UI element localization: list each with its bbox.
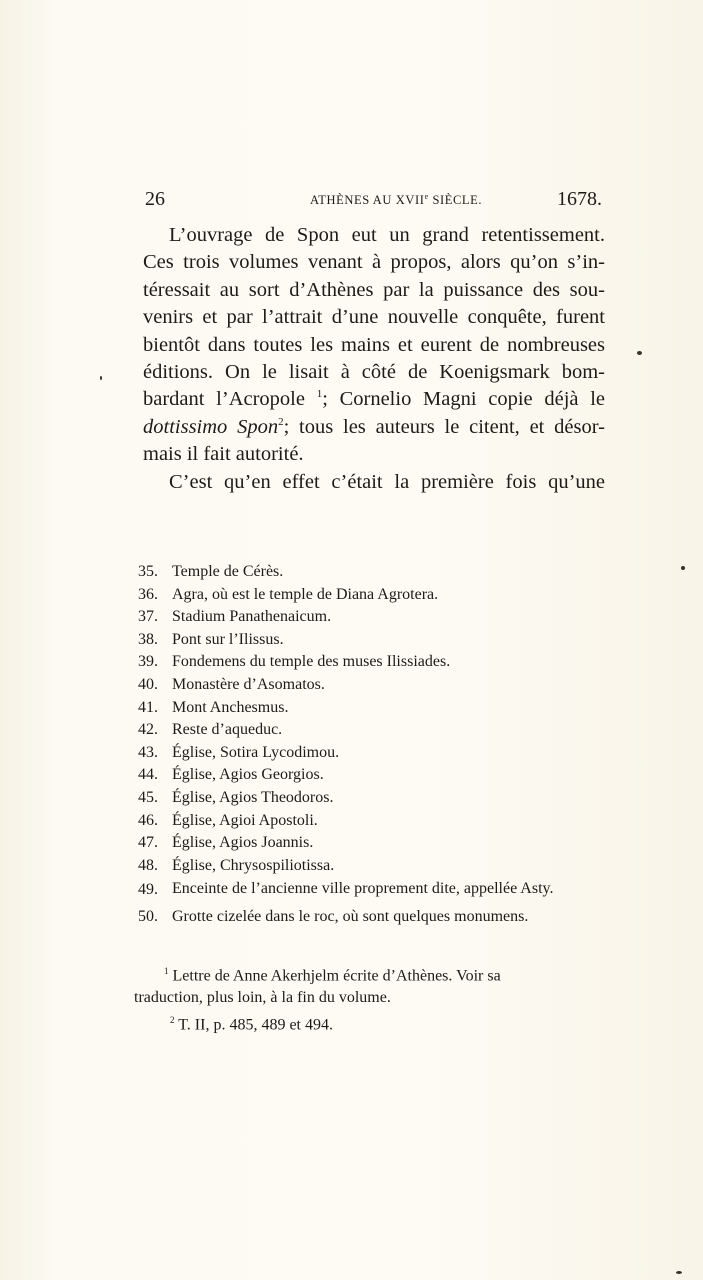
legend-number: 48. [138,856,158,874]
legend-item [138,906,608,929]
footnote-mark: 2 [170,1015,175,1026]
legend-number: 50. [138,907,158,925]
footnote-line: traduction, plus loin, à la fin du volume. [134,989,391,1007]
legend-number: 39. [138,653,158,671]
body-line: mais il fait autorité. [143,443,304,466]
legend-text: Reste d’aqueduc. [172,721,283,739]
body-line-text: ; Cornelio Magni copie déjà le [322,388,605,411]
legend-text: Enceinte de l’ancienne ville proprement dite, appellée Asty. [172,880,554,898]
legend-item [138,855,608,878]
legend-item [138,742,608,765]
legend-item [138,561,608,584]
legend-number: 45. [138,788,158,806]
plate-legend-list [138,561,608,929]
legend-number: 43. [138,743,158,761]
header-year: 1678. [557,188,602,210]
legend-number: 47. [138,834,158,852]
legend-number: 35. [138,563,158,580]
page-number: 26 [145,188,165,210]
footnote-line [146,1009,590,1036]
legend-item [138,584,608,607]
legend-item [138,787,608,810]
main-paragraph [143,222,605,496]
legend-item [138,764,608,787]
footnote-2 [134,1009,590,1036]
body-line: venirs et par l’attrait d’une nouvelle conquête, furent [143,306,605,329]
legend-item [138,719,608,742]
legend-text: Pont sur l’Ilissus. [172,630,284,648]
legend-text: Église, Chrysospiliotissa. [172,856,335,874]
legend-text: Agra, où est le temple de Diana Agrotera. [172,585,439,603]
legend-text: Église, Agioi Apostoli. [172,811,318,829]
legend-text: Église, Agios Theodoros. [172,788,334,806]
body-line [143,386,605,413]
legend-number: 46. [138,811,158,829]
body-line: éditions. On le lisait à côté de Koenigsmark bom- [143,360,605,383]
legend-number: 49. [138,881,158,899]
ink-speck [676,1271,682,1274]
body-line: téressait au sort d’Athènes par la puissance des sou- [143,278,605,301]
body-line: C’est qu’en effet c’était la première fois qu’une [169,470,605,493]
legend-item [138,629,608,652]
legend-item [138,674,608,697]
legend-number: 42. [138,721,158,739]
legend-text: Mont Anchesmus. [172,698,289,716]
running-header [145,188,602,214]
body-line: Ces trois volumes venant à propos, alors qu’on s’in- [143,251,605,274]
ink-speck [637,351,642,355]
legend-text: Église, Agios Georgios. [172,766,324,784]
legend-text: Église, Agios Joannis. [172,834,314,852]
running-title [310,192,482,208]
footnote-1 [134,960,590,1009]
legend-text: Temple de Cérès. [172,563,284,580]
legend-item [138,606,608,629]
footnote-ref-1: 1 [316,388,323,401]
footnote-ref-2: 2 [278,415,284,428]
ink-speck [681,566,685,570]
legend-number: 41. [138,698,158,716]
footnotes [134,960,590,1037]
footnote-line [134,960,590,987]
ink-speck [100,376,102,380]
legend-item [138,832,608,855]
legend-number: 37. [138,608,158,626]
body-line-text: bardant l’Acropole [143,388,317,411]
legend-item [138,879,608,902]
footnote-text: Lettre de Anne Akerhjelm écrite d’Athènes. Voir sa [168,967,501,985]
legend-text: Grotte cizelée dans le roc, où sont quelques monumens. [172,907,529,925]
body-line [143,414,605,441]
legend-number: 36. [138,585,158,603]
legend-number: 44. [138,766,158,784]
legend-text: Stadium Panathenaicum. [172,608,332,626]
legend-text: Église, Sotira Lycodimou. [172,743,340,761]
legend-text: Monastère d’Asomatos. [172,675,325,693]
legend-item [138,651,608,674]
legend-item [138,810,608,833]
legend-text: Fondemens du temple des muses Ilissiades. [172,653,451,671]
body-line-text: ; tous les auteurs le citent, et désor- [283,415,605,438]
body-line: L’ouvrage de Spon eut un grand retentissement. [169,224,605,246]
legend-item [138,697,608,720]
legend-number: 38. [138,630,158,648]
italic-phrase: dottissimo Spon [143,415,279,438]
running-title-main: ATHÈNES AU XVII [310,193,425,208]
running-title-superscript: e [424,192,429,201]
footnote-text: T. II, p. 485, 489 et 494. [174,1016,333,1034]
footnote-mark: 1 [164,966,169,976]
running-title-end: SIÈCLE. [428,193,483,208]
body-line: bientôt dans toutes les mains et eurent de nombreuses [143,333,605,356]
legend-number: 40. [138,675,158,693]
